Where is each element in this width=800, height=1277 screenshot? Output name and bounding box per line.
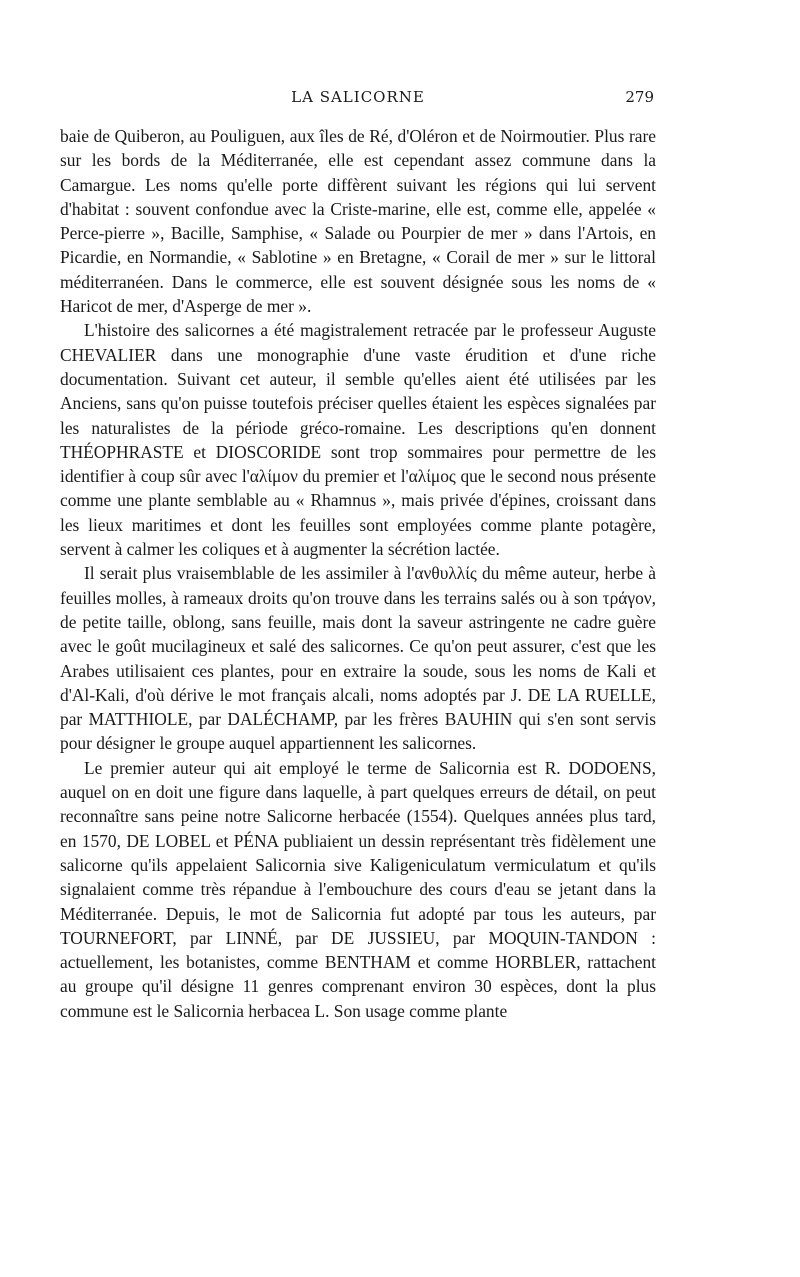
body-text xyxy=(60,124,656,1023)
paragraph-continuation: baie de Quiberon, au Pouliguen, aux îles de Ré, d'Oléron et de Noirmoutier. Plus rare sur les bords de la Méditerranée, elle est cependant assez commune dans la Camargue. Les noms qu'elle porte diffèrent suivant les régions qui lui servent d'habitat : souvent confondue avec la Criste-marine, elle est, comme elle, appelée « Perce-pierre », Bacille, Samphise, « Salade ou Pourpier de mer » dans l'Artois, en Picardie, en Normandie, « Sablotine » en Bretagne, « Corail de mer » sur le littoral méditerranéen. Dans le commerce, elle est souvent désignée sous les noms de « Haricot de mer, d'Asperge de mer ». xyxy=(60,126,656,317)
paragraph-history: L'histoire des salicornes a été magistralement retracée par le professeur Auguste CHEVALIER dans une monographie d'une vaste érudition et d'une riche documentation. Suivant cet auteur, il semble qu'elles aient été utilisées par les Anciens, sans qu'on puisse toutefois préciser quelles étaient les espèces signalées par les naturalistes de la période gréco-romaine. Les descriptions qu'en donnent THÉOPHRASTE et DIOSCORIDE sont trop sommaires pour permettre de les identifier à coup sûr avec l'αλίμον du premier et l'αλίμος que le second nous présente comme une plante semblable au « Rhamnus », mais privée d'épines, croissant dans les lieux maritimes et dont les feuilles sont employées comme plante potagère, servent à calmer les coliques et à augmenter la sécrétion lactée. xyxy=(60,320,656,560)
running-head xyxy=(60,88,656,118)
page-number: 279 xyxy=(625,88,654,106)
running-title: LA SALICORNE xyxy=(291,88,425,106)
book-page xyxy=(60,88,656,1023)
paragraph-assimilation: Il serait plus vraisemblable de les assimiler à l'ανθυλλίς du même auteur, herbe à feuilles molles, à rameaux droits qu'on trouve dans les terrains salés ou à son τράγον, de petite taille, oblong, sans feuille, mais dont la saveur astringente ne cadre guère avec le goût mucilagineux et salé des salicornes. Ce qu'on peut assurer, c'est que les Arabes utilisaient ces plantes, pour en extraire la soude, sous les noms de Kali et d'Al-Kali, d'où dérive le mot français alcali, noms adoptés par J. DE LA RUELLE, par MATTHIOLE, par DALÉCHAMP, par les frères BAUHIN qui s'en sont servis pour désigner le groupe auquel appartiennent les salicornes. xyxy=(60,563,656,754)
paragraph-salicornia-term: Le premier auteur qui ait employé le terme de Salicornia est R. DODOENS, auquel on en doit une figure dans laquelle, à part quelques erreurs de détail, on peut reconnaître sans peine notre Salicorne herbacée (1554). Quelques années plus tard, en 1570, DE LOBEL et PÉNA publiaient un dessin représentant très fidèlement une salicorne qu'ils appelaient Salicornia sive Kaligeniculatum vermiculatum et qu'ils signalaient comme très répandue à l'embouchure des cours d'eau se jetant dans la Méditerranée. Depuis, le mot de Salicornia fut adopté par tous les auteurs, par TOURNEFORT, par LINNÉ, par DE JUSSIEU, par MOQUIN-TANDON : actuellement, les botanistes, comme BENTHAM et comme HORBLER, rattachent au groupe qu'il désigne 11 genres comprenant environ 30 espèces, dont la plus commune est le Salicornia herbacea L. Son usage comme plante xyxy=(60,757,656,1021)
